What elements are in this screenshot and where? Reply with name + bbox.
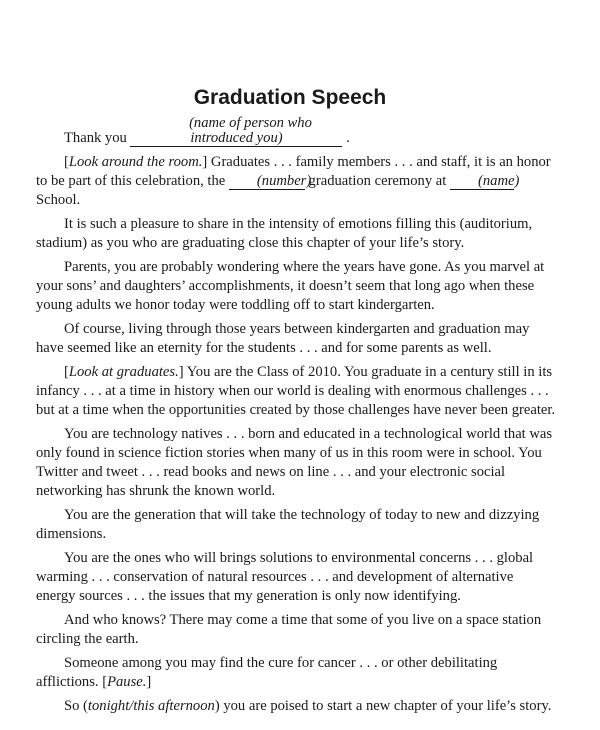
stage-direction: tonight/this afternoon	[87, 698, 215, 714]
paragraph-technology-natives: You are technology natives . . . born and educated in a technological world that was only found in science fiction stories when many of us in this room were in school. You Twitter and tweet . . . read books and news on line . . . and your electronic social networking has shrunk the known world.	[36, 426, 553, 499]
paragraph-generation: You are the generation that will take the technology of today to new and dizzying dimensions.	[36, 507, 540, 542]
stage-direction: Look around the room.	[68, 154, 203, 170]
text: graduation ceremony at	[304, 173, 450, 189]
blank-number: (number)	[229, 174, 305, 190]
paragraph-parents: Parents, you are probably wondering where the years have gone. As you marvel at your sons’ and daughters’ accomplishments, it doesn’t seem that long ago when these young adults we honor today were toddling off to start kindergarten.	[36, 259, 545, 313]
text: .	[342, 130, 350, 146]
text: ] Graduates . . . family members . . . and staff, it is an honor to be part of this celebration, the	[36, 154, 551, 189]
text: Thank you	[64, 130, 131, 146]
text: [	[64, 154, 69, 170]
paragraph-new-chapter	[36, 697, 556, 716]
paragraph-class-of	[36, 363, 556, 420]
paragraph-solutions: You are the ones who will brings solutions to environmental concerns . . . global warming . . . conservation of natural resources . . . and development of alternative energy sources . . . the issues that my generation is only now identifying.	[36, 550, 534, 604]
blank-introducer-name: (name of person who introduced you)	[130, 116, 342, 147]
speech-body	[36, 116, 556, 721]
paragraph-cure	[36, 654, 556, 692]
text: Someone among you may find the cure for cancer . . . or other debilitating afflictions. [	[36, 655, 498, 690]
text: School.	[36, 192, 81, 208]
paragraph-of-course: Of course, living through those years between kindergarten and graduation may have seemed like an eternity for the students . . . and for some parents as well.	[36, 321, 530, 356]
stage-direction: Pause.	[107, 674, 147, 690]
text: [	[64, 364, 69, 380]
text: ) you are poised to start a new chapter of your life’s story.	[214, 698, 552, 714]
text: So (	[64, 698, 88, 714]
paragraph-greeting	[36, 153, 556, 210]
blank-school-name: (name)	[450, 174, 514, 190]
text: ] You are the Class of 2010. You graduate in a century still in its infancy . . . at a time in history when our world is dealing with enormous challenges . . . but at a time when the opportunities created by those challenges have never been greater.	[36, 364, 556, 418]
paragraph-pleasure: It is such a pleasure to share in the intensity of emotions filling this (auditorium, stadium) as you who are graduating close this chapter of your life’s story.	[36, 216, 533, 251]
text: ]	[146, 674, 152, 690]
paragraph-thank-you	[36, 116, 556, 148]
page-title: Graduation Speech	[193, 86, 387, 109]
paragraph-who-knows: And who knows? There may come a time that some of you live on a space station circling the earth.	[36, 612, 542, 647]
stage-direction: Look at graduates.	[68, 364, 179, 380]
